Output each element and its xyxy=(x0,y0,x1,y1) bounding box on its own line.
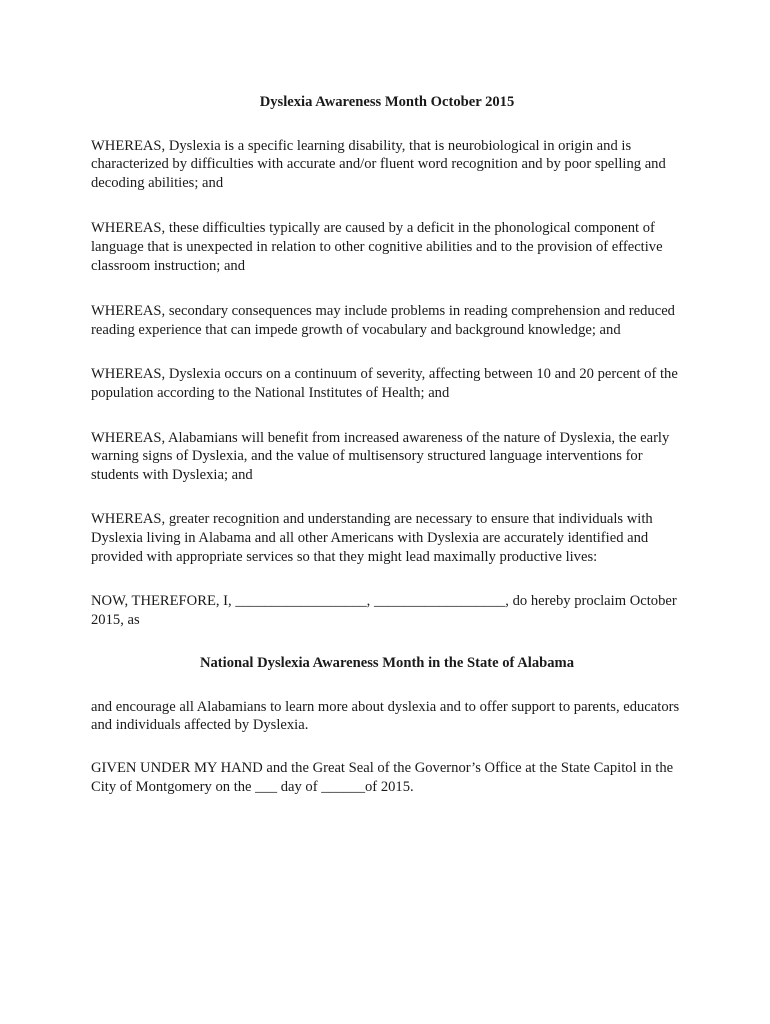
document-title: Dyslexia Awareness Month October 2015 xyxy=(259,94,515,110)
whereas-paragraph-6: WHEREAS, greater recognition and understanding are necessary to ensure that individuals with Dyslexia living in Alabama and all other Americans with Dyslexia are accurately identified and provided with appropriate services so that they might lead maximally productive lives: xyxy=(91,511,653,565)
whereas-paragraph-5: WHEREAS, Alabamians will benefit from increased awareness of the nature of Dyslexia, the early warning signs of Dyslexia, and the value of multisensory structured language interventions for students with Dyslexia; and xyxy=(91,429,670,483)
proclamation-subtitle: National Dyslexia Awareness Month in the State of Alabama xyxy=(199,655,575,672)
closing-paragraph: GIVEN UNDER MY HAND and the Great Seal of the Governor’s Office at the State Capitol in the City of Montgomery on the ___ day of ______of 2015. xyxy=(91,760,674,795)
whereas-paragraph-3: WHEREAS, secondary consequences may include problems in reading comprehension and reduced reading experience that can impede growth of vocabulary and background knowledge; and xyxy=(91,303,675,338)
whereas-paragraph-2: WHEREAS, these difficulties typically are caused by a deficit in the phonological component of language that is unexpected in relation to other cognitive abilities and to the provision of effective classroom instruction; and xyxy=(91,220,663,274)
proclamation-statement: NOW, THEREFORE, I, __________________, __________________, do hereby proclaim October 2015, as xyxy=(91,593,677,628)
encouragement-paragraph: and encourage all Alabamians to learn more about dyslexia and to offer support to parents, educators and individuals affected by Dyslexia. xyxy=(91,698,680,734)
whereas-paragraph-4: WHEREAS, Dyslexia occurs on a continuum of severity, affecting between 10 and 20 percent of the population according to the National Institutes of Health; and xyxy=(91,366,678,401)
proclamation-document xyxy=(91,93,683,821)
whereas-paragraph-1: WHEREAS, Dyslexia is a specific learning disability, that is neurobiological in origin and is characterized by difficulties with accurate and/or fluent word recognition and by poor spelling and decoding abilities; and xyxy=(91,137,666,191)
